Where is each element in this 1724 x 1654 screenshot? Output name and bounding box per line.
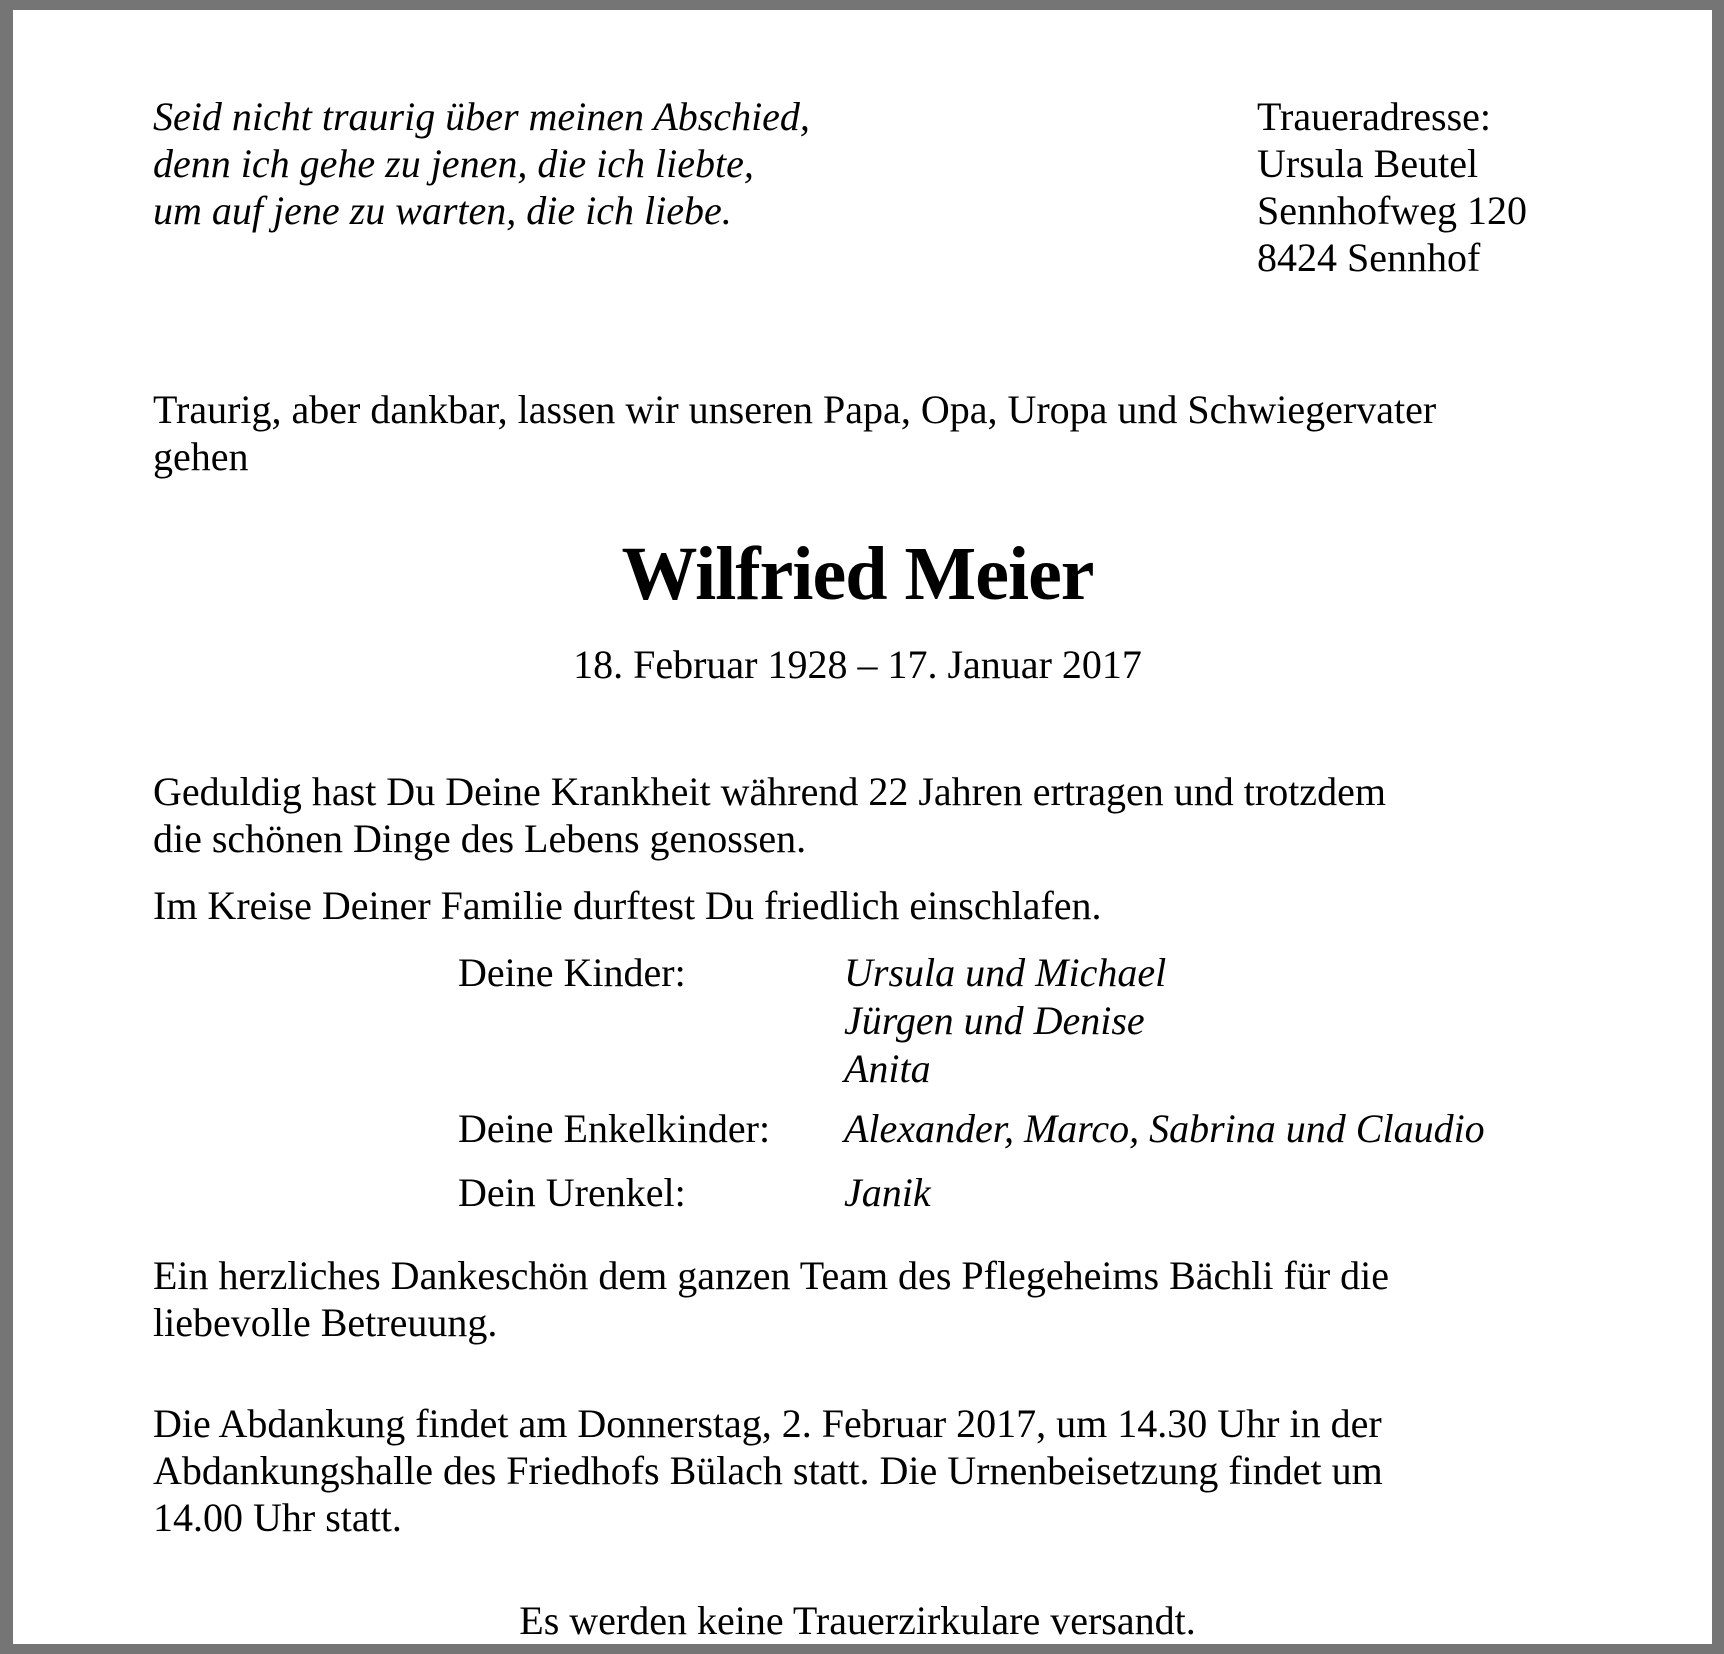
family-name-line: Ursula und Michael [844, 950, 1167, 995]
peaceful-sleep-paragraph: Im Kreise Deiner Familie durftest Du friedlich einschlafen. [153, 883, 1102, 928]
header-row [153, 93, 1562, 281]
family-name-line: Janik [844, 1170, 931, 1215]
family-names [844, 949, 1166, 1093]
family-name-line: Anita [844, 1046, 931, 1091]
family-label: Deine Kinder: [458, 950, 686, 995]
family-label: Dein Urenkel: [458, 1170, 686, 1215]
family-label: Deine Enkelkinder: [458, 1106, 771, 1151]
illness-line: die schönen Dinge des Lebens genossen. [153, 816, 807, 861]
funeral-line: 14.00 Uhr statt. [153, 1495, 402, 1540]
family-name-line: Jürgen und Denise [844, 998, 1145, 1043]
mourning-address-label: Traueradresse: [1257, 94, 1492, 139]
mourning-address-name: Ursula Beutel [1257, 141, 1479, 186]
funeral-line: Abdankungshalle des Friedhofs Bülach statt. Die Urnenbeisetzung findet um [153, 1448, 1383, 1493]
family-list [458, 949, 1562, 1217]
family-row-children [458, 949, 1562, 1093]
footer-note: Es werden keine Trauerzirkulare versandt. [519, 1598, 1196, 1643]
family-names [844, 1105, 1485, 1153]
memorial-verse [153, 93, 810, 234]
intro-paragraph [153, 386, 1562, 480]
obituary-page [13, 10, 1712, 1644]
mourning-address-city: 8424 Sennhof [1257, 235, 1481, 280]
verse-line: Seid nicht traurig über meinen Abschied, [153, 94, 810, 139]
mourning-address-street: Sennhofweg 120 [1257, 188, 1527, 233]
intro-line: gehen [153, 434, 249, 479]
thanks-line: liebevolle Betreuung. [153, 1300, 498, 1345]
funeral-details-paragraph [153, 1400, 1562, 1541]
family-row-great-grandchild [458, 1169, 1562, 1217]
thanks-line: Ein herzliches Dankeschön dem ganzen Team des Pflegeheims Bächli für die [153, 1253, 1390, 1298]
verse-line: denn ich gehe zu jenen, die ich liebte, [153, 141, 754, 186]
intro-line: Traurig, aber dankbar, lassen wir unseren Papa, Opa, Uropa und Schwiegervater [153, 387, 1437, 432]
deceased-name: Wilfried Meier [621, 532, 1094, 616]
life-dates: 18. Februar 1928 – 17. Januar 2017 [573, 642, 1142, 687]
family-row-grandchildren [458, 1105, 1562, 1153]
family-names [844, 1169, 931, 1217]
thanks-paragraph [153, 1252, 1562, 1346]
family-name-line: Alexander, Marco, Sabrina und Claudio [844, 1106, 1485, 1151]
mourning-address [1257, 93, 1562, 281]
illness-line: Geduldig hast Du Deine Krankheit während 22 Jahren ertragen und trotzdem [153, 769, 1386, 814]
verse-line: um auf jene zu warten, die ich liebe. [153, 188, 732, 233]
illness-paragraph [153, 768, 1562, 862]
funeral-line: Die Abdankung findet am Donnerstag, 2. Februar 2017, um 14.30 Uhr in der [153, 1401, 1382, 1446]
